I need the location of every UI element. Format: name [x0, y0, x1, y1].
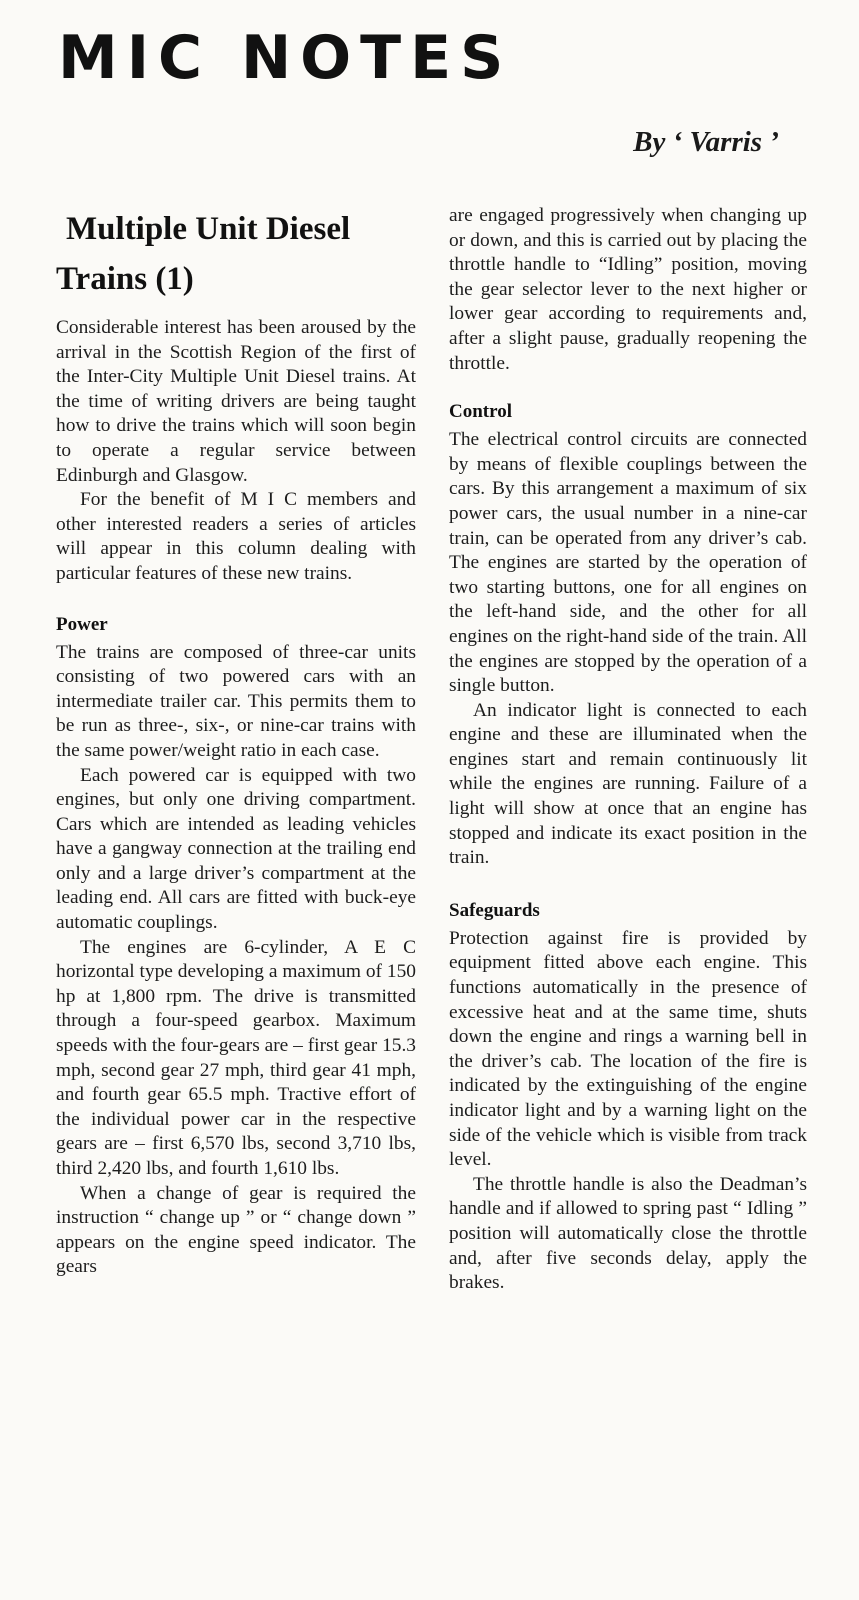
- intro-paragraph-1: Considerable interest has been aroused by the arrival in the Scottish Region of the first of the Inter-City Multiple Unit Diesel trains. At the time of writing drivers are being taught how to drive the trains which will soon begin to operate a regular service between Edinburgh and Glasgow.: [56, 317, 416, 486]
- masthead-title: MIC NOTES: [58, 23, 513, 93]
- section-heading-safeguards: Safeguards: [449, 899, 540, 921]
- control-paragraph-1: The electrical control circuits are connected by means of flexible couplings between the cars. By this arrangement a maximum of six power cars, the usual number in a nine-car train, can be operated from any driver’s cab. The engines are started by the operation of two starting buttons, one for all engines on the left-hand side, and the other for all engines on the right-hand side of the train. All the engines are stopped by the operation of a single button.: [449, 429, 807, 697]
- intro-paragraph-2: For the benefit of M I C members and other interested readers a series of articles will appear in this column dealing with particular features of these new trains.: [56, 489, 416, 584]
- control-paragraph-2: An indicator light is connected to each engine and these are illuminated when the engines start and remain continuously lit while the engines are running. Failure of a light will show at once that an engine has stopped and indicate its exact position in the train.: [449, 699, 807, 869]
- right-column: [449, 204, 807, 1296]
- power-paragraph-4: When a change of gear is required the instruction “ change up ” or “ change down ” appears on the engine speed indicator. The gears: [56, 1182, 416, 1278]
- author-byline: By ‘ Varris ’: [633, 126, 779, 158]
- safeguards-paragraph-2: The throttle handle is also the Deadman’s handle and if allowed to spring past “ Idling ” position will automatically close the throttle and, after five seconds delay, apply the brakes.: [449, 1173, 807, 1294]
- power-paragraph-1: The trains are composed of three-car units consisting of two powered cars with an intermediate trailer car. This permits them to be run as three-, six-, or nine-car trains with the same power/weight ratio in each case.: [56, 641, 416, 761]
- article-title: [56, 204, 416, 304]
- continued-paragraph: are engaged progressively when changing up or down, and this is carried out by placing the throttle handle to “Idling” position, moving the gear selector lever to the next higher or lower gear according to requirements and, after a slight pause, gradually reopening the throttle.: [449, 205, 807, 374]
- article-title-line-2: Trains (1): [56, 261, 194, 297]
- section-heading-power: Power: [56, 613, 108, 635]
- power-paragraph-2: Each powered car is equipped with two engines, but only one driving compartment. Cars which are intended as leading vehicles have a gangway connection at the trailing end only and a large driver’s compartment at the leading end. All cars are fitted with buck-eye automatic couplings.: [56, 764, 416, 934]
- safeguards-paragraph-1: Protection against fire is provided by equipment fitted above each engine. This functions automatically in the presence of excessive heat and at the same time, shuts down the engine and rings a warning bell in the driver’s cab. The location of the fire is indicated by the extinguishing of the engine indicator light and by a warning light on the side of the vehicle which is visible from track level.: [449, 927, 807, 1171]
- left-column: [56, 204, 416, 1280]
- power-paragraph-3: The engines are 6-cylinder, A E C horizontal type developing a maximum of 150 hp at 1,800 rpm. The drive is transmitted through a four-speed gearbox. Maximum speeds with the four-gears are – first gear 15.3 mph, second gear 27 mph, third gear 41 mph, and fourth gear 65.5 mph. Tractive effort of the individual power car in the respective gears are – first 6,570 lbs, second 3,710 lbs, third 2,420 lbs, and fourth 1,610 lbs.: [56, 936, 416, 1179]
- article-title-line-1: Multiple Unit Diesel: [66, 211, 351, 247]
- section-heading-control: Control: [449, 401, 512, 423]
